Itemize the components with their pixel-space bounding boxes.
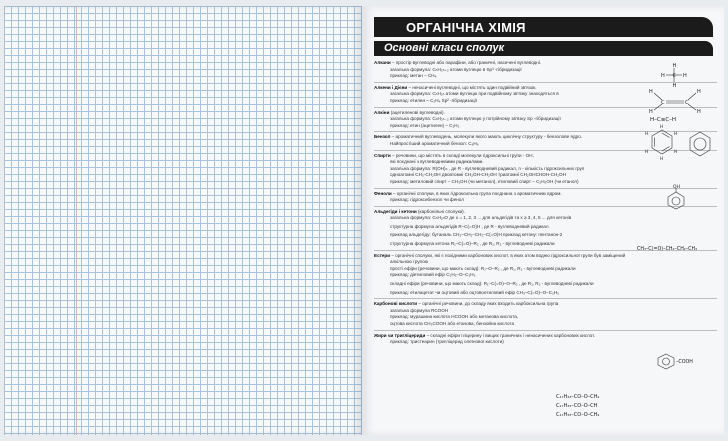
section-line: загальна формула: CₙH₂ₙ₊₂ атоми вуглецю в Sp³ -гібридизації <box>390 66 522 72</box>
section-term: Спирти <box>374 152 391 158</box>
svg-text:H: H <box>674 149 678 154</box>
section-line: – складні ефіри гліцерину і вищих граничних і ненасичених карбонових кислот. <box>426 332 596 338</box>
fat-line: C₁₇H₃₃–CO–O–CH₂ <box>556 412 600 418</box>
section-line: приклад: метиловий спирт – CH₃OH (чи метанол), етиловий спирт – C₂H₅OH (чи етанол) <box>390 178 579 184</box>
svg-text:C: C <box>661 100 665 106</box>
section-line: оцтова кислота CH₃COOH або етанова, бензойна кислота <box>390 321 515 326</box>
svg-text:H: H <box>672 83 677 89</box>
svg-text:H: H <box>697 109 701 114</box>
svg-text:H: H <box>649 89 653 95</box>
chemistry-reference-page <box>362 6 724 435</box>
section-line: загальна формула RCOOH <box>390 307 449 313</box>
section-line: складні ефіри (речовини, що мають склад): R₁–C(=O)–O–R₂ , де R₁, R₂ - вуглеводневі радикали <box>390 281 594 287</box>
section-line: приклад: гідроксибензол чи фенол <box>390 197 464 203</box>
section-line: приклад: метан – CH₄ <box>390 73 437 79</box>
ketone-structure-icon <box>637 240 723 254</box>
svg-text:H: H <box>683 73 687 79</box>
section-line: – ненасичені вуглеводні, що містять один подвійний зв'язок. <box>408 84 537 90</box>
section-carboxylic-acids <box>374 301 717 327</box>
section-term: Феноли <box>374 190 392 196</box>
section-line: – ароматичний вуглеводень, молекули якого мають циклічну структуру - бензолове ядро. <box>391 134 583 140</box>
section-line: приклад: діетиловий ефір C₂H₅–O–C₂H₅ <box>390 272 476 278</box>
section-line: – органічні сполуки, в яких гідроксильна група поєднана з ароматичним ядром. <box>392 190 562 196</box>
grid-page <box>4 6 362 435</box>
benzoic-acid-structure-icon <box>654 352 710 370</box>
section-term: Алкіни <box>374 109 390 115</box>
benzene-structure-icon <box>640 124 720 166</box>
subtitle-bar <box>374 41 713 56</box>
ethene-structure-icon <box>642 88 708 114</box>
methane-structure-icon <box>644 60 704 90</box>
section-line: які поєднані з вуглеводневими радикалами. <box>390 159 484 165</box>
svg-text:H: H <box>645 131 649 136</box>
section-line: Найпростіший ароматичний бензол: C₆H₆ <box>390 140 479 146</box>
section-term: Альдегіди і кетони <box>374 208 417 214</box>
svg-text:H: H <box>649 109 653 114</box>
svg-text:H: H <box>660 124 664 129</box>
svg-text:H: H <box>672 63 677 69</box>
section-line: загальна формула: CₙH₂ₙ₋₂ атоми вуглецю у потрійному зв'язку Sp -гібридизації <box>390 116 561 122</box>
phenol-oh-label: OH <box>673 185 680 190</box>
section-line: загальна формула: CₙH₂ₙ атоми вуглецю при подвійному зв'язку знаходяться в <box>390 91 559 97</box>
section-term: Жири чи тригліцериди <box>374 332 426 338</box>
section-line: структурна формула кетона R₁–C(=O)–R₂ , де R₁, R₂ - вуглеводневі радикали <box>390 241 555 247</box>
section-term: Алкани <box>374 60 391 65</box>
svg-text:C: C <box>672 73 676 79</box>
section-line: приклад: етин (ацетилен) – C₂H₂ <box>390 122 460 128</box>
margin-line <box>76 6 77 435</box>
section-line: структурна формула альдегідів R–C(=O)H , де R - вуглеводневий радикал <box>390 223 549 229</box>
svg-text:H: H <box>697 89 701 95</box>
section-line: одноатомні CH₃-CH₂OH двоатомні CH₂OH-CH₂OH триатомні CH₂OHCHOH-CH₂OH <box>390 172 566 178</box>
section-line: загальна формула: R(OH)ₙ , де R - вуглеводневий радикал, n - кількість гідроксильних груп <box>390 165 585 171</box>
fat-structure-icon <box>554 390 644 420</box>
section-term: Естери <box>374 252 391 258</box>
section-line: приклад альдегіду: бутаналь CH₃–CH₂–CH₂–C(=O)H приклад кетону: пентанон-2 <box>390 232 563 238</box>
section-line: прості ефіри (речовини, що мають склад): R₁–O–R₂ , де R₁, R₂ - вуглеводневі радикали <box>390 265 576 271</box>
svg-text:H: H <box>645 149 649 154</box>
ketone-formula: CH₃–C(=O)–CH₂–CH₂–CH₃ <box>637 247 697 252</box>
section-line: – речовини, що містять в складі молекули гідроксильні групи - OH, <box>392 152 534 158</box>
phenol-structure-icon <box>662 184 692 210</box>
section-term: Бензол <box>374 134 391 140</box>
section-line: приклад: тристеарин (тригліцерид олеїнової кислоти) <box>390 339 504 345</box>
section-esters <box>374 253 717 297</box>
svg-text:H: H <box>661 73 665 79</box>
svg-text:C: C <box>685 100 689 106</box>
page-title: ОРГАНІЧНА ХІМІЯ <box>406 20 526 35</box>
section-line: приклад: мурашина кислота HCOOH або метанова кислота, <box>390 314 519 320</box>
section-line: – органічні сполуки, які є похідними карбонових кислот, в яких атом водню гідроксильної групи був заміщений <box>391 252 626 258</box>
section-line: – простір вуглеводні або парафіни, або граничні, насичені вуглеводні. <box>391 60 542 65</box>
title-bar <box>374 17 713 37</box>
benzoic-group: –COOH <box>676 360 693 365</box>
divider <box>374 330 717 331</box>
section-line: загальна формула: CₙH₂ₙO де x = 1, 2, 3 ... для альдегідів та x ≥ 3, 4, 5 ... для кетонів <box>390 215 572 221</box>
section-fats <box>374 333 717 346</box>
section-line: (ацетиленові вуглеводні). <box>390 109 445 115</box>
section-term: Алкени і Дієни <box>374 84 408 90</box>
svg-text:H: H <box>660 156 664 161</box>
section-line: (карбонільні сполуки). <box>417 208 465 214</box>
section-term: Карбонові кислоти <box>374 301 418 307</box>
svg-text:H: H <box>674 131 678 136</box>
section-line: приклад: етилен – C₂H₄ Sp² -гібридизації <box>390 97 477 103</box>
section-line: – органічні речовини, до складу яких входить карбоксильна група <box>418 301 559 307</box>
fat-line: C₁₇H₃₃–CO–O–CH <box>556 403 598 409</box>
divider <box>374 298 717 299</box>
ethyne-formula: H–C≡C–H <box>650 117 677 123</box>
section-line: приклад: етилацетат чи оцтовий або оцтовоетиловий ефір CH₃–C(=O)–O–C₂H₅ <box>390 289 559 295</box>
fat-line: C₁₇H₃₃–CO–O–CH₂ <box>556 394 600 400</box>
page-subtitle: Основні класи сполук <box>384 42 505 54</box>
section-line: алкільною групою <box>390 259 429 265</box>
